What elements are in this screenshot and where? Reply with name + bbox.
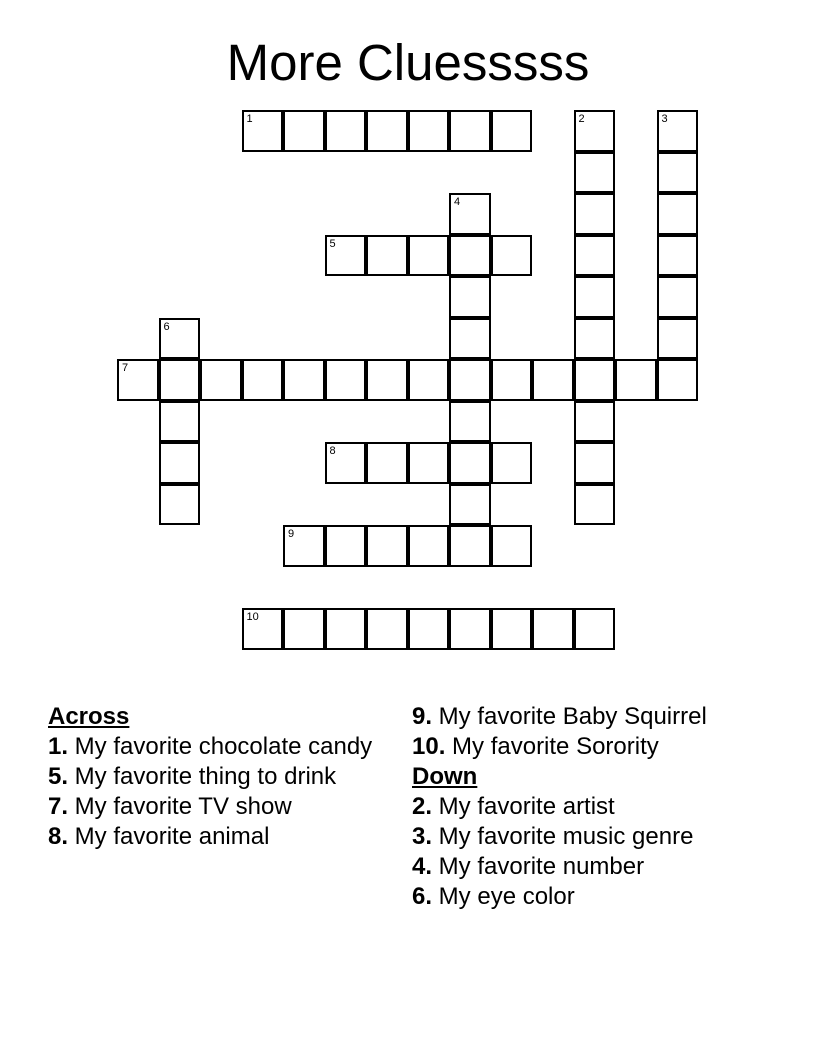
clue-item xyxy=(412,884,772,910)
grid-cell[interactable] xyxy=(449,525,491,567)
clue-item xyxy=(48,824,378,850)
grid-cell[interactable] xyxy=(366,442,408,484)
grid-cell[interactable] xyxy=(366,525,408,567)
grid-cell[interactable] xyxy=(408,608,450,650)
grid-cell[interactable] xyxy=(574,401,616,443)
clue-number: 5. xyxy=(48,763,69,790)
clue-text: My eye color xyxy=(432,883,575,910)
grid-cell[interactable] xyxy=(449,193,491,235)
grid-cell[interactable] xyxy=(657,318,699,360)
grid-cell[interactable] xyxy=(408,525,450,567)
grid-cell[interactable] xyxy=(574,442,616,484)
grid-cell[interactable] xyxy=(532,608,574,650)
grid-cell[interactable] xyxy=(449,484,491,526)
grid-cell[interactable] xyxy=(615,359,657,401)
grid-cell[interactable] xyxy=(242,359,284,401)
clue-number: 1. xyxy=(48,733,69,760)
grid-cell[interactable] xyxy=(491,442,533,484)
grid-cell[interactable] xyxy=(408,442,450,484)
grid-cell[interactable] xyxy=(574,359,616,401)
cell-number: 10 xyxy=(246,611,259,623)
clue-number: 3. xyxy=(412,823,433,850)
grid-cell[interactable] xyxy=(366,235,408,277)
grid-cell[interactable] xyxy=(366,359,408,401)
grid-cell[interactable] xyxy=(574,608,616,650)
grid-cell[interactable] xyxy=(366,110,408,152)
grid-cell[interactable] xyxy=(159,401,201,443)
clue-text: My favorite artist xyxy=(432,793,615,820)
grid-cell[interactable] xyxy=(242,608,284,650)
clue-text: My favorite chocolate candy xyxy=(68,733,373,760)
grid-cell[interactable] xyxy=(532,359,574,401)
grid-cell[interactable] xyxy=(657,235,699,277)
clue-number: 4. xyxy=(412,853,433,880)
grid-cell[interactable] xyxy=(159,359,201,401)
grid-cell[interactable] xyxy=(325,235,367,277)
grid-cell[interactable] xyxy=(325,442,367,484)
clue-number: 6. xyxy=(412,883,433,910)
clue-number: 2. xyxy=(412,793,433,820)
grid-cell[interactable] xyxy=(242,110,284,152)
clue-item xyxy=(412,794,772,820)
clue-text: My favorite TV show xyxy=(68,793,292,820)
grid-cell[interactable] xyxy=(283,608,325,650)
grid-cell[interactable] xyxy=(449,442,491,484)
clues-column-left xyxy=(48,704,378,854)
clue-item xyxy=(48,734,378,760)
grid-cell[interactable] xyxy=(491,110,533,152)
down-heading: Down xyxy=(412,763,478,790)
grid-cell[interactable] xyxy=(283,359,325,401)
grid-cell[interactable] xyxy=(408,110,450,152)
grid-cell[interactable] xyxy=(657,276,699,318)
grid-cell[interactable] xyxy=(657,193,699,235)
grid-cell[interactable] xyxy=(325,608,367,650)
grid-cell[interactable] xyxy=(574,318,616,360)
cell-number: 9 xyxy=(288,528,295,540)
grid-cell[interactable] xyxy=(449,276,491,318)
cell-number: 6 xyxy=(163,320,170,333)
grid-cell[interactable] xyxy=(325,359,367,401)
clue-text: My favorite number xyxy=(432,853,645,880)
grid-cell[interactable] xyxy=(574,276,616,318)
grid-cell[interactable] xyxy=(159,318,201,360)
cell-number: 1 xyxy=(246,113,253,125)
clue-item xyxy=(48,794,378,820)
grid-cell[interactable] xyxy=(574,110,616,152)
clue-number: 7. xyxy=(48,793,69,820)
grid-cell[interactable] xyxy=(449,318,491,360)
grid-cell[interactable] xyxy=(657,110,699,152)
clue-item xyxy=(48,764,378,790)
clue-text: My favorite music genre xyxy=(432,823,694,850)
grid-cell[interactable] xyxy=(574,193,616,235)
grid-cell[interactable] xyxy=(449,401,491,443)
grid-cell[interactable] xyxy=(574,484,616,526)
grid-cell[interactable] xyxy=(366,608,408,650)
grid-cell[interactable] xyxy=(408,235,450,277)
cell-number: 3 xyxy=(661,113,668,125)
clue-number: 9. xyxy=(412,703,433,730)
clue-text: My favorite Baby Squirrel xyxy=(432,703,707,730)
grid-cell[interactable] xyxy=(657,152,699,194)
cell-number: 7 xyxy=(122,362,129,374)
clue-item xyxy=(412,734,772,760)
clue-item xyxy=(412,704,772,730)
clue-text: My favorite thing to drink xyxy=(68,763,337,790)
grid-cell[interactable] xyxy=(283,110,325,152)
grid-cell[interactable] xyxy=(117,359,159,401)
grid-cell[interactable] xyxy=(449,235,491,277)
clue-item xyxy=(412,854,772,880)
cell-number: 4 xyxy=(454,196,461,208)
cell-number: 5 xyxy=(329,237,336,250)
grid-cell[interactable] xyxy=(491,608,533,650)
grid-cell[interactable] xyxy=(283,525,325,567)
cell-number: 8 xyxy=(329,445,336,457)
grid-cell[interactable] xyxy=(491,235,533,277)
grid-cell[interactable] xyxy=(325,110,367,152)
grid-cell[interactable] xyxy=(449,110,491,152)
grid-cell[interactable] xyxy=(159,484,201,526)
grid-cell[interactable] xyxy=(449,608,491,650)
grid-cell[interactable] xyxy=(491,359,533,401)
puzzle-title: More Cluesssss xyxy=(226,34,590,91)
clue-item xyxy=(412,824,772,850)
grid-cell[interactable] xyxy=(408,359,450,401)
grid-cell[interactable] xyxy=(159,442,201,484)
grid-cell[interactable] xyxy=(325,525,367,567)
grid-cell[interactable] xyxy=(200,359,242,401)
clue-text: My favorite Sorority xyxy=(445,733,659,760)
grid-cell[interactable] xyxy=(491,525,533,567)
cell-number: 2 xyxy=(578,113,585,125)
clues-column-right xyxy=(412,704,772,914)
clue-text: My favorite animal xyxy=(68,823,270,850)
grid-cell[interactable] xyxy=(574,235,616,277)
clue-number: 8. xyxy=(48,823,69,850)
grid-cell[interactable] xyxy=(657,359,699,401)
grid-cell[interactable] xyxy=(449,359,491,401)
grid-cell[interactable] xyxy=(574,152,616,194)
clue-number: 10. xyxy=(412,733,446,760)
across-heading: Across xyxy=(48,703,130,730)
crossword-grid xyxy=(117,110,699,651)
